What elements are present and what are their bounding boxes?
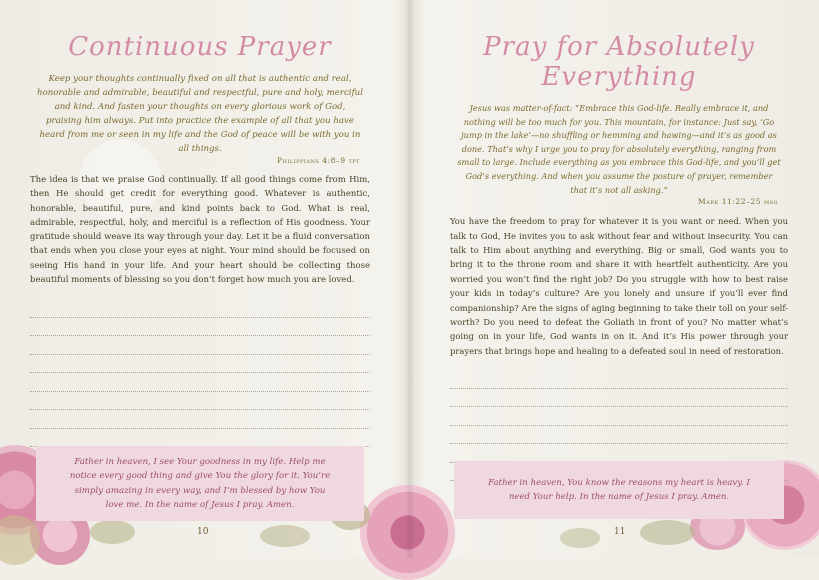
journal-line[interactable] [30, 355, 370, 374]
scripture-reference: Philippians 4:8–9 tpt [276, 156, 360, 165]
journal-line[interactable] [30, 373, 370, 392]
devotional-body: You have the freedom to pray for whatever it is you want or need. When you talk to God, He invites you to ask without fear and without insecurity. You can talk to Him about anything and everything. Big or small, God wants you to bring it to the throne room and share it with heartfelt authenticity. Are you worried you won’t find the right job? Do you struggle with how to best raise your kids in today’s culture? Are you lonely and unsure if you’ll ever find companionship? Are the signs of aging beginning to take their toll on your self-worth? Do you need to defeat the Goliath in front of you? No matter what’s going on in your life, God wants in on it. And it’s His power through your prayers that brings hope and healing to a defeated soul in need of restoration. [450, 216, 788, 356]
book-gutter [405, 0, 415, 558]
devotional-body: The idea is that we praise God continually. If all good things come from Him, then He should get credit for everything good. Whatever is authentic, honorable, beautiful, pure, and kind points back to God. What is real, admirable, respectful, holy, and merciful is a reflection of His goodness. Your gratitude should weave its way through your day. Let it be a fluid conversation that ends when you close your eyes at night. Your mind should be focused on seeing His hand in your life. And your heart should be collecting those beautiful moments of blessing so you don’t forget how much you are loved. [30, 175, 370, 286]
page-title: Continuous Prayer [68, 32, 332, 62]
prayer-text: Father in heaven, You know the reasons my heart is heavy. I need Your help. In the name of Jesus I pray. Amen. [488, 477, 750, 502]
journal-line[interactable] [450, 389, 788, 408]
journal-line[interactable] [30, 392, 370, 411]
journal-line[interactable] [450, 426, 788, 445]
scripture-quote: Jesus was matter-of-fact: “Embrace this God-life. Really embrace it, and nothing will be too much for you. This mountain, for instance: Just say, ‘Go jump in the lake’—no shuffling or hemming and hawing—and it’s as good as done. That’s why I urge you to pray for absolutely everything, ranging from small to large. Include everything as you embrace this God-life, and you’ll get God’s everything. And when you assume the posture of prayer, remember that it’s not all asking.” [457, 103, 781, 195]
prayer-text: Father in heaven, I see Your goodness in my life. Help me notice every good thing and give You the glory for it. You’re simply amazing in every way, and I’m blessed by how You love me. In the name of Jesus I pray. Amen. [69, 456, 331, 510]
prayer-box [454, 461, 784, 519]
journal-line[interactable] [30, 299, 370, 318]
journal-line[interactable] [450, 370, 788, 389]
page-title: Pray for Absolutely Everything [483, 32, 755, 92]
journal-line[interactable] [450, 444, 788, 463]
journal-line[interactable] [30, 429, 370, 448]
journal-line[interactable] [30, 318, 370, 337]
journal-line[interactable] [30, 336, 370, 355]
journal-line[interactable] [30, 410, 370, 429]
right-page [450, 0, 788, 558]
left-page [30, 0, 370, 558]
scripture-quote: Keep your thoughts continually fixed on all that is authentic and real, honorable and admirable, beautiful and respectful, pure and holy, merciful and kind. And fasten your thoughts on every glorious work of God, praising him always. Put into practice the example of all that you have heard from me or seen in my life and the God of peace will be with you in all things. [37, 74, 363, 154]
scripture-reference: Mark 11:22–25 msg [697, 197, 778, 207]
page-number: 10 [197, 527, 209, 537]
page-number: 11 [614, 527, 626, 537]
journal-line[interactable] [450, 407, 788, 426]
journal-lines[interactable] [30, 299, 370, 447]
prayer-box [36, 446, 364, 521]
